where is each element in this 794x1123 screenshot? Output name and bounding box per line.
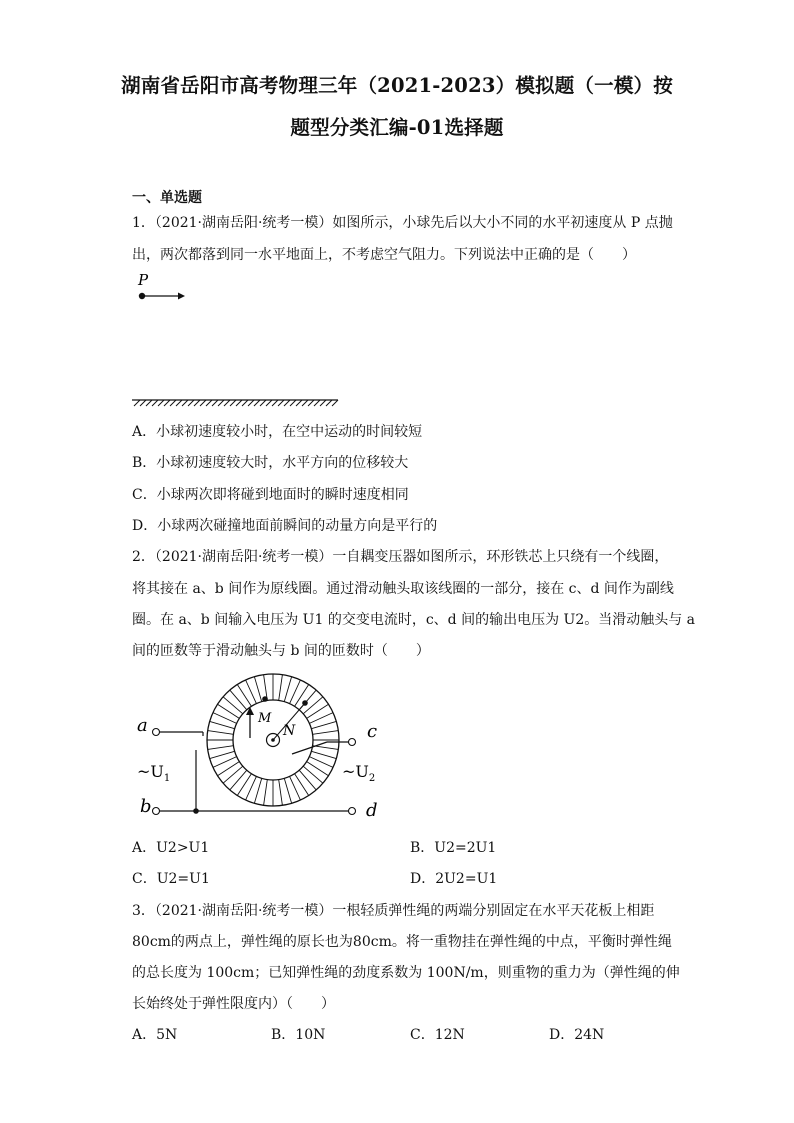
section-heading: 一、单选题 bbox=[132, 190, 202, 206]
q1-stem-line-2: 出，两次都落到同一水平地面上，不考虑空气阻力。下列说法中正确的是（ ） bbox=[132, 247, 636, 263]
q3-stem-line-3: 的总长度为 100cm；已知弹性绳的劲度系数为 100N/m，则重物的重力为（弹性绳的伸 bbox=[132, 965, 680, 981]
q1-option-a: A．小球初速度较小时，在空中运动的时间较短 bbox=[132, 424, 423, 440]
q3-stem-line-4: 长始终处于弹性限度内）（ ） bbox=[132, 996, 335, 1012]
page-title-line-1: 湖南省岳阳市高考物理三年（2021-2023）模拟题（一模）按 bbox=[121, 74, 673, 97]
q1-option-b: B．小球初速度较大时，水平方向的位移较大 bbox=[132, 455, 409, 471]
q3-option-d: D．24N bbox=[549, 1027, 605, 1043]
terminal-d bbox=[349, 808, 356, 815]
terminal-b bbox=[153, 808, 160, 815]
q2-option-d: D．2U2=U1 bbox=[410, 871, 498, 887]
q1-stem-line-1: 1．（2021·湖南岳阳·统考一模）如图所示，小球先后以大小不同的水平初速度从 P 点抛 bbox=[132, 215, 673, 231]
label-a: a bbox=[137, 715, 148, 736]
label-c: c bbox=[367, 721, 378, 742]
label-n: N bbox=[283, 723, 296, 739]
q1-option-d: D．小球两次碰撞地面前瞬间的动量方向是平行的 bbox=[132, 518, 438, 534]
q2-stem-line-3: 圈。在 a、b 间输入电压为 U1 的交变电流时，c、d 间的输出电压为 U2。当滑动触头与 a bbox=[132, 612, 696, 628]
q3-stem-line-1: 3．（2021·湖南岳阳·统考一模）一根轻质弹性绳的两端分别固定在水平天花板上相距 bbox=[132, 903, 655, 919]
q2-stem-line-4: 间的匝数等于滑动触头与 b 间的匝数时（ ） bbox=[132, 643, 430, 659]
point-p-label: P bbox=[138, 271, 149, 289]
q1-projectile-figure bbox=[130, 268, 345, 410]
label-u1: $\sim U_1$ bbox=[137, 762, 171, 784]
slider-contact bbox=[262, 696, 268, 702]
ground-hatching bbox=[132, 400, 338, 406]
q2-option-b: B．U2=2U1 bbox=[410, 840, 497, 856]
q3-option-c: C．12N bbox=[410, 1027, 465, 1043]
terminal-a bbox=[153, 729, 160, 736]
page-title-line-2: 题型分类汇编-01选择题 bbox=[290, 116, 504, 139]
q3-stem-line-2: 80cm的两点上，弹性绳的原长也为80cm。将一重物挂在弹性绳的中点，平衡时弹性绳 bbox=[132, 934, 672, 950]
q2-stem-line-2: 将其接在 a、b 间作为原线圈。通过滑动触头取该线圈的一部分，接在 c、d 间作为副线 bbox=[132, 581, 674, 597]
terminal-c bbox=[349, 739, 356, 746]
q2-option-c: C．U2=U1 bbox=[132, 871, 210, 887]
q1-option-c: C．小球两次即将碰到地面时的瞬时速度相同 bbox=[132, 487, 409, 503]
label-u2: $\sim U_2$ bbox=[342, 762, 376, 784]
label-d: d bbox=[366, 800, 378, 821]
label-b: b bbox=[140, 796, 152, 817]
q2-stem-line-1: 2．（2021·湖南岳阳·统考一模）一自耦变压器如图所示，环形铁芯上只绕有一个线圈， bbox=[132, 549, 669, 565]
q2-option-a: A．U2>U1 bbox=[132, 840, 210, 856]
q3-option-a: A．5N bbox=[132, 1027, 178, 1043]
q2-autotransformer-figure bbox=[130, 664, 390, 830]
label-m: M bbox=[258, 711, 272, 726]
q3-option-b: B．10N bbox=[271, 1027, 326, 1043]
